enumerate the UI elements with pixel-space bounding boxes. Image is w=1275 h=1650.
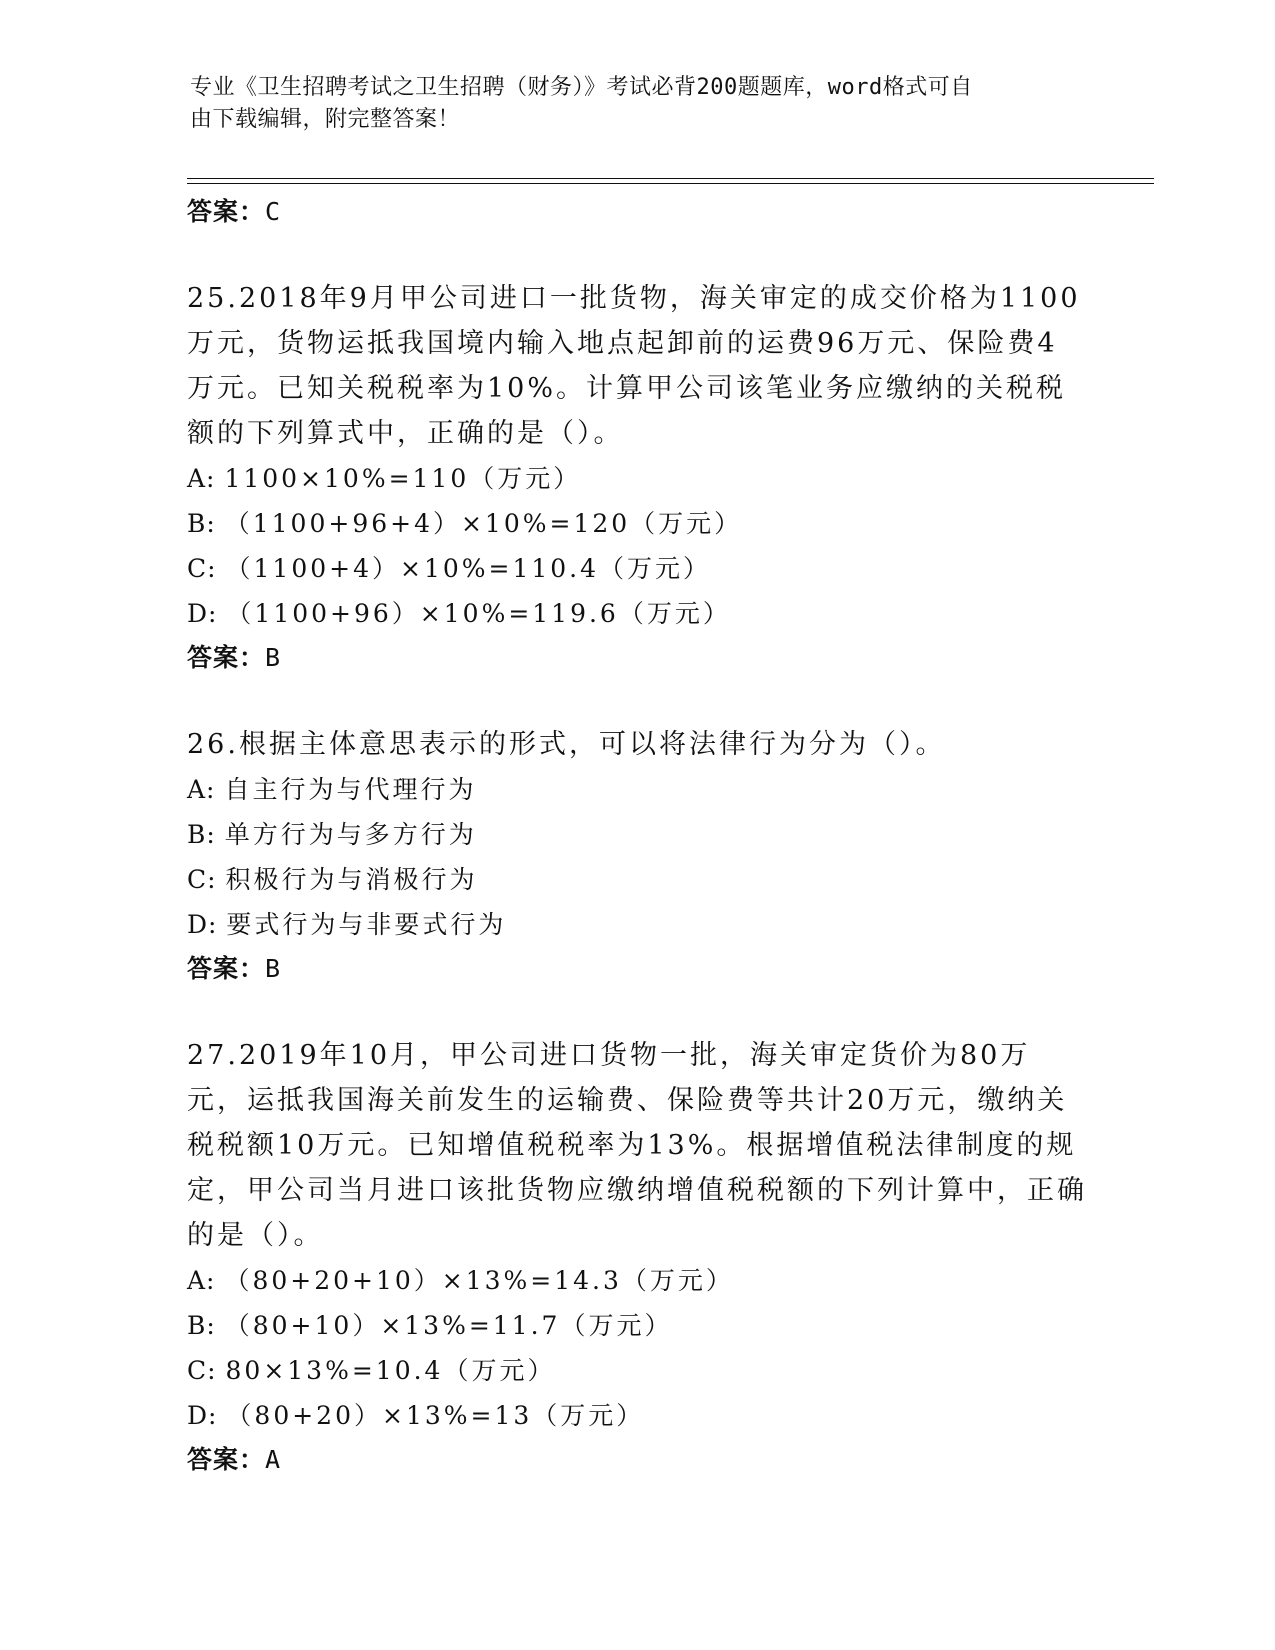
option-text: （80+20）×13%=13（万元）: [226, 1401, 645, 1430]
answer-value: B: [265, 954, 282, 983]
answer-label: 答案：: [187, 1445, 266, 1474]
option-d: [187, 902, 1087, 947]
option-text: 要式行为与非要式行为: [226, 910, 507, 939]
option-text: （80+10）×13%=11.7（万元）: [224, 1311, 673, 1340]
answer-label: 答案：: [187, 197, 266, 226]
question-text: 25.2018年9月甲公司进口一批货物，海关审定的成交价格为1100万元，货物运抵我国境内输入地点起卸前的运费96万元、保险费4万元。已知关税税率为10%。计算甲公司该笔业务应缴纳的关税税额的下列算式中，正确的是（）。: [187, 283, 1081, 449]
option-b: [187, 501, 1087, 546]
option-b: [187, 812, 1087, 857]
option-key: A:: [187, 464, 216, 493]
option-b: [187, 1303, 1087, 1348]
option-key: A:: [187, 1266, 216, 1295]
option-text: （1100+96）×10%=119.6（万元）: [226, 599, 731, 628]
answer-label: 答案：: [187, 643, 266, 672]
question-answer: [187, 636, 1087, 680]
option-text: （1100+4）×10%=110.4（万元）: [225, 554, 712, 583]
option-key: C:: [187, 1356, 217, 1385]
answer-value: A: [265, 1445, 282, 1474]
question-answer: [187, 1438, 1087, 1482]
option-text: （1100+96+4）×10%=120（万元）: [224, 509, 743, 538]
option-c: [187, 546, 1087, 591]
question-answer: [187, 947, 1087, 991]
option-c: [187, 1348, 1087, 1393]
answer-value: C: [265, 197, 282, 226]
option-key: D:: [187, 1401, 218, 1430]
question-text: 26.根据主体意思表示的形式，可以将法律行为分为（）。: [187, 729, 946, 760]
option-key: C:: [187, 865, 217, 894]
option-c: [187, 857, 1087, 902]
option-text: （80+20+10）×13%=14.3（万元）: [224, 1266, 734, 1295]
option-key: D:: [187, 599, 218, 628]
question-27: [187, 1033, 1087, 1482]
previous-answer: [187, 190, 1087, 234]
option-key: B:: [187, 820, 216, 849]
option-text: 80×13%=10.4（万元）: [225, 1356, 556, 1385]
option-text: 单方行为与多方行为: [224, 820, 477, 849]
option-d: [187, 1393, 1087, 1438]
option-key: C:: [187, 554, 217, 583]
option-key: B:: [187, 1311, 216, 1340]
question-25: [187, 276, 1087, 680]
question-26: [187, 722, 1087, 991]
document-header: 专业《卫生招聘考试之卫生招聘（财务）》考试必背200题题库，word格式可自 由下载编辑，附完整答案！: [190, 75, 973, 132]
question-text: 27.2019年10月，甲公司进口货物一批，海关审定货价为80万元，运抵我国海关前发生的运输费、保险费等共计20万元，缴纳关税税额10万元。已知增值税税率为13%。根据增值税法律制度的规定，甲公司当月进口该批货物应缴纳增值税税额的下列计算中，正确的是（）。: [187, 1040, 1087, 1251]
option-key: B:: [187, 509, 216, 538]
option-key: A:: [187, 775, 216, 804]
question-list: [187, 190, 1087, 1482]
option-text: 自主行为与代理行为: [224, 775, 477, 804]
option-a: [187, 767, 1087, 812]
header-divider: [187, 178, 1154, 179]
option-a: [187, 456, 1087, 501]
answer-label: 答案：: [187, 954, 266, 983]
answer-value: B: [265, 643, 282, 672]
option-text: 1100×10%=110（万元）: [224, 464, 582, 493]
option-text: 积极行为与消极行为: [225, 865, 478, 894]
option-a: [187, 1258, 1087, 1303]
option-key: D:: [187, 910, 218, 939]
header-divider-double: [187, 183, 1154, 184]
option-d: [187, 591, 1087, 636]
